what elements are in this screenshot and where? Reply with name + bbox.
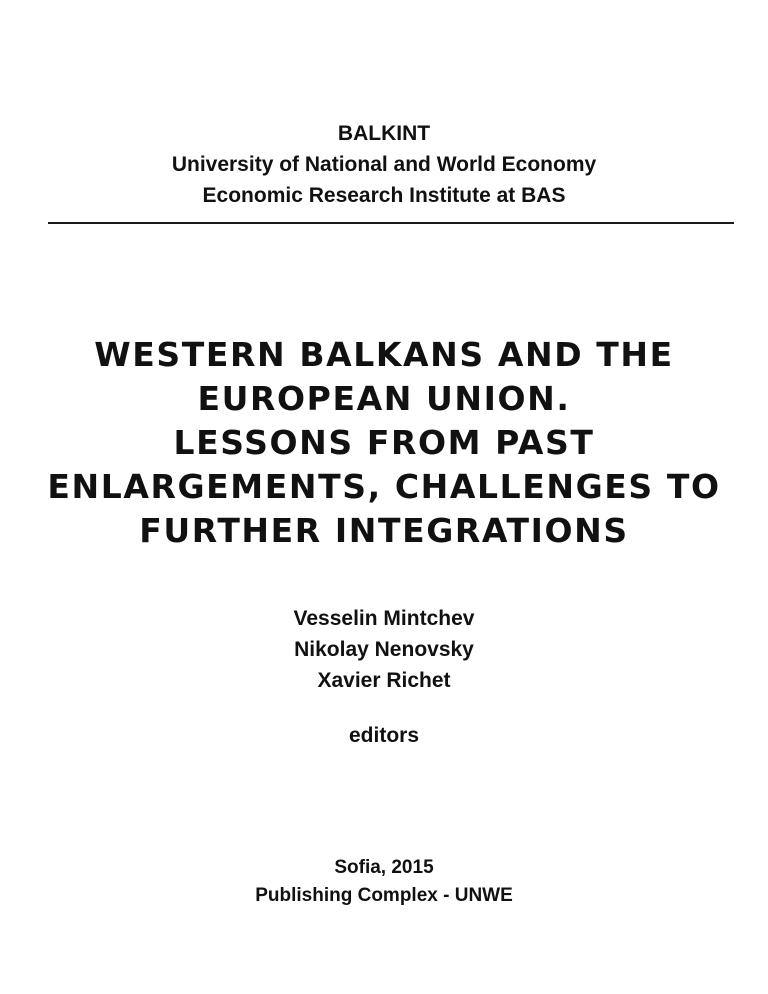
editors-label: editors <box>348 724 419 747</box>
editor-name: Xavier Richet <box>317 669 451 692</box>
imprint-block <box>0 854 768 910</box>
institutions-block <box>0 118 768 211</box>
institution-line: Economic Research Institute at BAS <box>202 184 566 207</box>
editors-list <box>0 603 768 696</box>
editor-name: Vesselin Mintchev <box>293 607 475 630</box>
title-line: FURTHER INTEGRATIONS <box>139 511 629 550</box>
publisher: Publishing Complex - UNWE <box>255 885 513 906</box>
book-title <box>0 333 768 553</box>
editor-name: Nikolay Nenovsky <box>294 638 474 661</box>
place-year: Sofia, 2015 <box>334 857 434 878</box>
title-line: EUROPEAN UNION. <box>197 379 571 418</box>
institution-line: BALKINT <box>337 122 431 145</box>
horizontal-rule <box>48 222 734 224</box>
title-line: ENLARGEMENTS, CHALLENGES TO <box>47 467 721 506</box>
title-line: LESSONS FROM PAST <box>173 423 595 462</box>
institution-line: University of National and World Economy <box>171 153 597 176</box>
title-line: WESTERN BALKANS AND THE <box>94 335 674 374</box>
